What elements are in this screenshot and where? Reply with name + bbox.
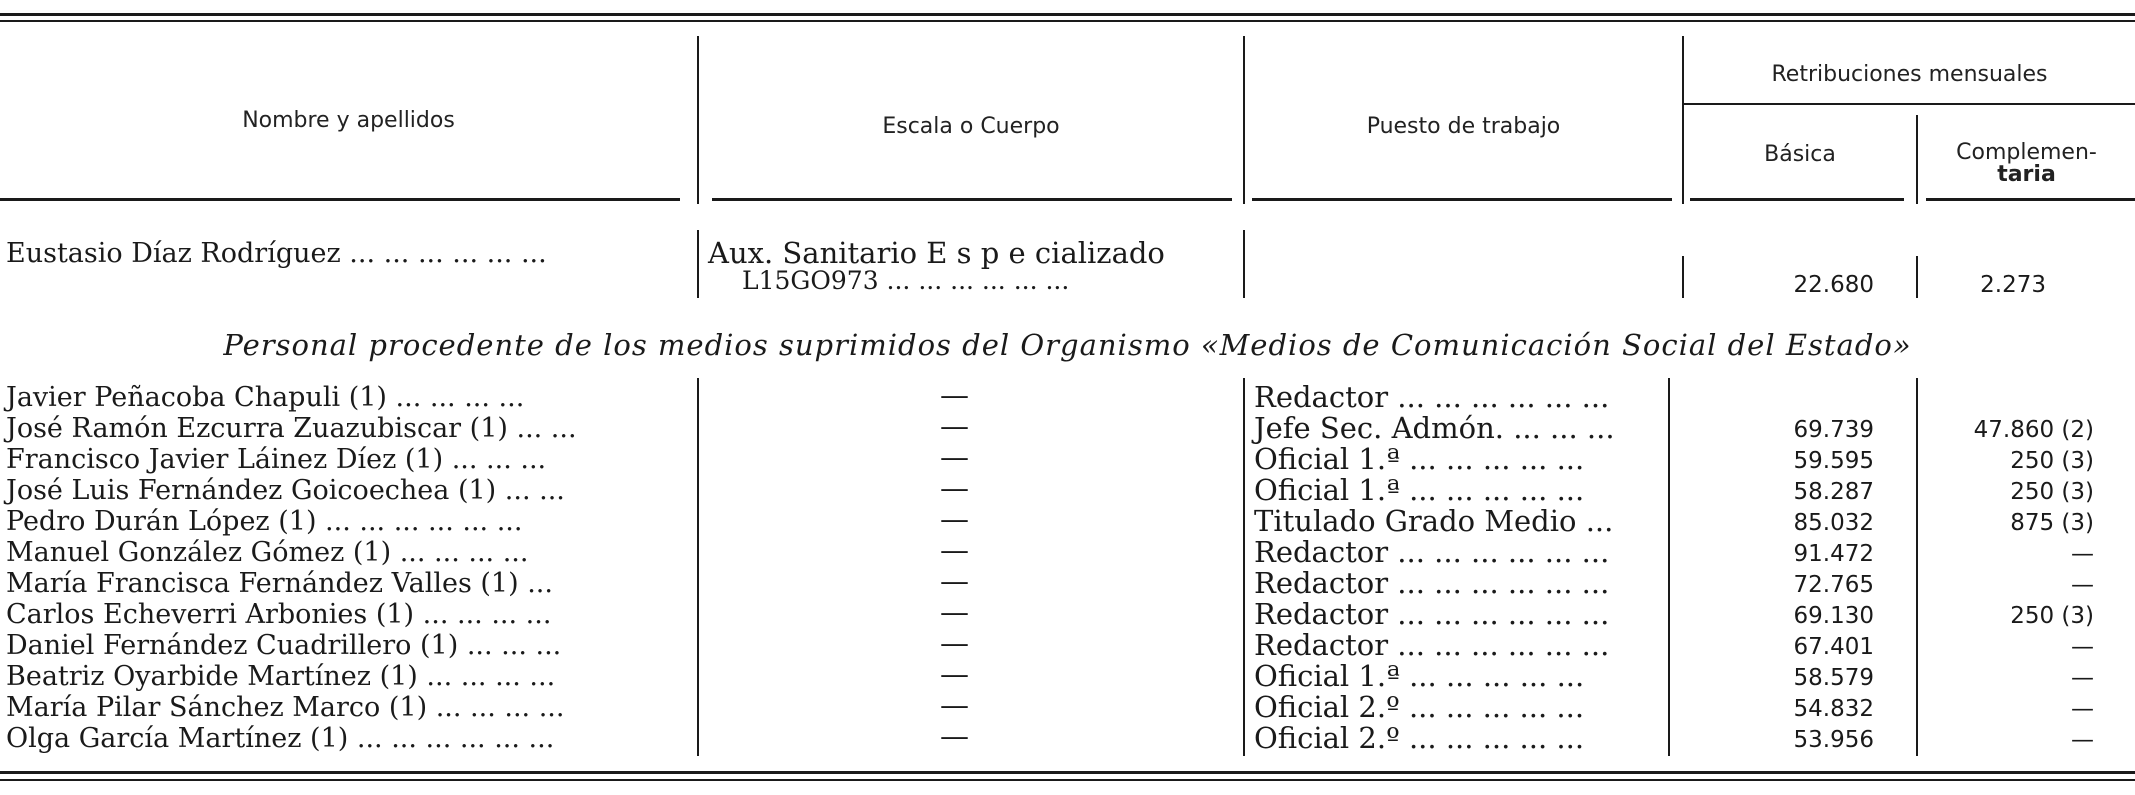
row-basic: 91.472 bbox=[1793, 541, 1874, 567]
row-basic: 53.956 bbox=[1793, 727, 1874, 753]
row-job: Oficial 1.ª ... ... ... ... ... bbox=[1254, 659, 1585, 693]
row-name: Francisco Javier Láinez Díez (1) ... ... ... bbox=[6, 444, 547, 475]
row-comp: — bbox=[2071, 541, 2094, 567]
row-basic: 85.032 bbox=[1793, 510, 1874, 536]
row-scale: — bbox=[940, 688, 969, 722]
row-basic: 59.595 bbox=[1793, 448, 1874, 474]
top-rule-1 bbox=[0, 13, 2135, 16]
row-name: Olga García Martínez (1) ... ... ... ... ... ... bbox=[6, 723, 555, 754]
header-scale: Escala o Cuerpo bbox=[882, 114, 1060, 139]
header-name: Nombre y apellidos bbox=[242, 108, 455, 133]
body-divider-3 bbox=[1668, 378, 1670, 756]
row-name: Manuel González Gómez (1) ... ... ... ... bbox=[6, 537, 529, 568]
row-scale: — bbox=[940, 719, 969, 753]
row1-divider-2 bbox=[1243, 230, 1245, 298]
row-job: Jefe Sec. Admón. ... ... ... bbox=[1254, 411, 1615, 445]
row-comp: — bbox=[2071, 727, 2094, 753]
row-scale: — bbox=[940, 502, 969, 536]
header-underline-pay bbox=[1684, 103, 2135, 105]
header-underline-job bbox=[1252, 198, 1672, 201]
row-name: Beatriz Oyarbide Martínez (1) ... ... ... ... bbox=[6, 661, 556, 692]
first-row-scale-2: L15GO973 ... ... ... ... ... ... bbox=[742, 266, 1070, 295]
header-comp-2: taria bbox=[1997, 162, 2056, 187]
row-job: Redactor ... ... ... ... ... ... bbox=[1254, 535, 1610, 569]
first-row-comp: 2.273 bbox=[1980, 272, 2046, 298]
bottom-rule-2 bbox=[0, 779, 2135, 781]
header-underline-basic bbox=[1690, 198, 1904, 201]
header-pay: Retribuciones mensuales bbox=[1771, 62, 2048, 87]
section-title: Personal procedente de los medios suprimidos del Organismo «Medios de Comunicación Social del Estado» bbox=[223, 328, 1912, 362]
row-comp: — bbox=[2071, 572, 2094, 598]
row-name: María Pilar Sánchez Marco (1) ... ... ... ... bbox=[6, 692, 565, 723]
header-comp-1: Complemen- bbox=[1956, 140, 2097, 165]
bottom-rule-1 bbox=[0, 771, 2135, 774]
first-row-name: Eustasio Díaz Rodríguez ... ... ... ... ... ... bbox=[6, 238, 547, 269]
row-scale: — bbox=[940, 378, 969, 412]
first-row-basic: 22.680 bbox=[1793, 272, 1874, 298]
row-scale: — bbox=[940, 409, 969, 443]
row-basic: 69.130 bbox=[1793, 603, 1874, 629]
row-scale: — bbox=[940, 626, 969, 660]
row-comp: 250 (3) bbox=[2010, 603, 2094, 629]
row-comp: 250 (3) bbox=[2010, 448, 2094, 474]
row-scale: — bbox=[940, 533, 969, 567]
row-scale: — bbox=[940, 564, 969, 598]
row1-divider-1 bbox=[697, 230, 699, 298]
header-underline-name bbox=[0, 198, 680, 201]
row-scale: — bbox=[940, 440, 969, 474]
body-divider-2 bbox=[1243, 378, 1245, 756]
row-job: Redactor ... ... ... ... ... ... bbox=[1254, 628, 1610, 662]
body-divider-1 bbox=[697, 378, 699, 756]
row-basic: 58.579 bbox=[1793, 665, 1874, 691]
row-name: Pedro Durán López (1) ... ... ... ... ... ... bbox=[6, 506, 523, 537]
row-comp: — bbox=[2071, 665, 2094, 691]
row-name: José Luis Fernández Goicoechea (1) ... ... bbox=[6, 475, 565, 506]
row-name: Daniel Fernández Cuadrillero (1) ... ... ... bbox=[6, 630, 562, 661]
row-job: Titulado Grado Medio ... bbox=[1254, 504, 1614, 538]
row-basic: 69.739 bbox=[1793, 417, 1874, 443]
header-underline-comp bbox=[1926, 198, 2135, 201]
row-basic: 54.832 bbox=[1793, 696, 1874, 722]
top-rule-2 bbox=[0, 20, 2135, 22]
row-job: Oficial 2.º ... ... ... ... ... bbox=[1254, 690, 1585, 724]
row-comp: 875 (3) bbox=[2010, 510, 2094, 536]
row-job: Oficial 2.º ... ... ... ... ... bbox=[1254, 721, 1585, 755]
row-scale: — bbox=[940, 657, 969, 691]
row-name: Javier Peñacoba Chapuli (1) ... ... ... ... bbox=[6, 382, 525, 413]
row-name: Carlos Echeverri Arbonies (1) ... ... ... ... bbox=[6, 599, 552, 630]
row-basic: 58.287 bbox=[1793, 479, 1874, 505]
row-name: José Ramón Ezcurra Zuazubiscar (1) ... ... bbox=[6, 413, 577, 444]
row-comp: — bbox=[2071, 696, 2094, 722]
header-basic: Básica bbox=[1764, 142, 1836, 167]
row-job: Redactor ... ... ... ... ... ... bbox=[1254, 597, 1610, 631]
row-job: Redactor ... ... ... ... ... ... bbox=[1254, 380, 1610, 414]
row-basic: 67.401 bbox=[1793, 634, 1874, 660]
row-name: María Francisca Fernández Valles (1) ... bbox=[6, 568, 553, 599]
row-job: Redactor ... ... ... ... ... ... bbox=[1254, 566, 1610, 600]
row-scale: — bbox=[940, 471, 969, 505]
row-basic: 72.765 bbox=[1793, 572, 1874, 598]
row-comp: 250 (3) bbox=[2010, 479, 2094, 505]
row-comp: — bbox=[2071, 634, 2094, 660]
row-comp: 47.860 (2) bbox=[1973, 417, 2094, 443]
header-job: Puesto de trabajo bbox=[1366, 114, 1561, 139]
first-row-scale-1: Aux. Sanitario E s p e cializado bbox=[708, 236, 1165, 270]
header-underline-scale bbox=[712, 198, 1232, 201]
row-job: Oficial 1.ª ... ... ... ... ... bbox=[1254, 442, 1585, 476]
row-scale: — bbox=[940, 595, 969, 629]
row-job: Oficial 1.ª ... ... ... ... ... bbox=[1254, 473, 1585, 507]
